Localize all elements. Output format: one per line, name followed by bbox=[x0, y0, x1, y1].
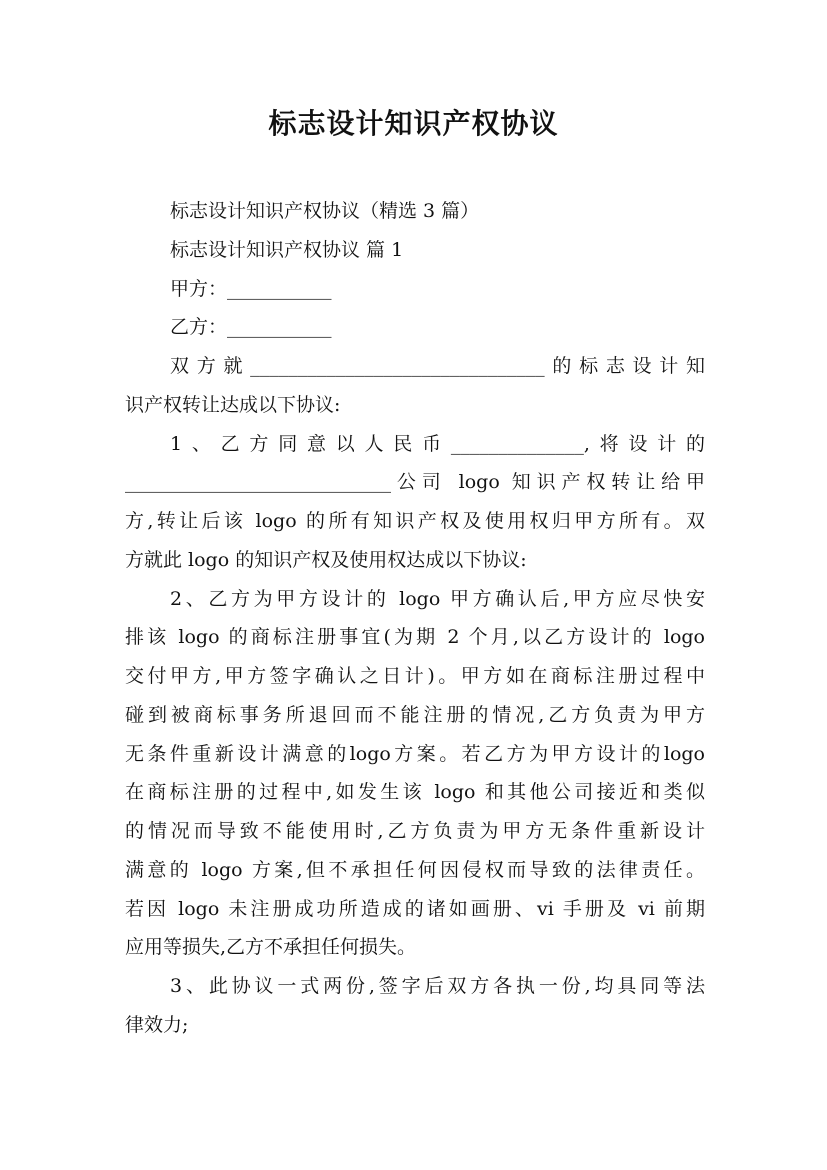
document-title: 标志设计知识产权协议 bbox=[268, 107, 559, 140]
text-line: 在商标注册的过程中,如发生该 logo 和其他公司接近和类似 bbox=[125, 781, 705, 804]
text-line: 应用等损失,乙方不承担任何损失。 bbox=[125, 936, 417, 959]
text-line: 1、乙方同意以人民币______________,将设计的 bbox=[170, 432, 705, 455]
text-line: 的情况而导致不能使用时,乙方负责为甲方无条件重新设计 bbox=[125, 820, 705, 842]
text-line: 3、此协议一式两份,签字后双方各执一份,均具同等法 bbox=[170, 975, 705, 997]
text-line: 双方就_______________________________的标志设计知 bbox=[170, 355, 705, 377]
text-line: 交付甲方,甲方签字确认之日计)。甲方如在商标注册过程中 bbox=[125, 665, 705, 687]
text-line: ____________________________公司 logo 知识产权转让给甲 bbox=[125, 471, 705, 494]
text-line: 律效力; bbox=[125, 1013, 189, 1036]
text-line: 甲方：___________ bbox=[170, 277, 332, 300]
text-line: 标志设计知识产权协议 篇 1 bbox=[170, 238, 404, 261]
text-line: 2、乙方为甲方设计的 logo 甲方确认后,甲方应尽快安 bbox=[170, 587, 705, 610]
text-line: 乙方：___________ bbox=[170, 316, 332, 339]
text-line: 若因 logo 未注册成功所造成的诸如画册、vi 手册及 vi 前期 bbox=[125, 897, 705, 920]
text-line: 方就此 logo 的知识产权及使用权达成以下协议: bbox=[125, 548, 527, 571]
text-line: 排该 logo 的商标注册事宜(为期 2 个月,以乙方设计的 logo bbox=[125, 626, 705, 649]
text-line: 满意的 logo 方案,但不承担任何因侵权而导致的法律责任。 bbox=[125, 858, 705, 881]
text-line: 无条件重新设计满意的logo方案。若乙方为甲方设计的logo bbox=[125, 742, 705, 765]
text-line: 标志设计知识产权协议（精选 3 篇） bbox=[170, 200, 480, 222]
text-line: 碰到被商标事务所退回而不能注册的情况,乙方负责为甲方 bbox=[125, 703, 705, 726]
text-line: 方,转让后该 logo 的所有知识产权及使用权归甲方所有。双 bbox=[125, 510, 705, 532]
text-line: 识产权转让达成以下协议: bbox=[125, 393, 341, 416]
